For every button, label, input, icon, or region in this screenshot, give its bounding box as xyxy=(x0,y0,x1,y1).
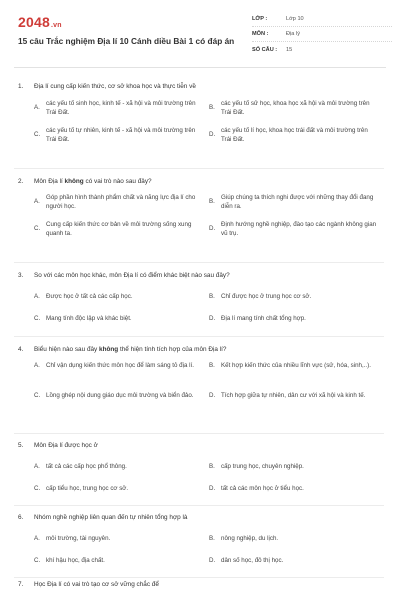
option-letter: A. xyxy=(34,293,40,300)
divider xyxy=(14,168,384,169)
option-a[interactable] xyxy=(34,194,204,211)
option-letter: A. xyxy=(34,463,40,470)
option-text: các yếu tố sử học, khoa học xã hội và môi trường trên Trái Đất. xyxy=(221,100,370,116)
option-letter: B. xyxy=(209,463,215,470)
page-header xyxy=(14,0,386,68)
page-title: 15 câu Trắc nghiệm Địa lí 10 Cánh diều Bài 1 có đáp án xyxy=(18,36,235,46)
option-c[interactable] xyxy=(34,485,204,494)
option-a[interactable] xyxy=(34,535,204,544)
option-text: Lồng ghép nội dung giáo dục môi trường và biển đảo. xyxy=(46,392,194,399)
option-d[interactable] xyxy=(209,315,379,324)
question-body xyxy=(34,345,226,354)
option-b[interactable] xyxy=(209,463,379,472)
question-body: Nhóm nghề nghiệp liên quan đến tự nhiên tổng hợp là xyxy=(34,514,188,521)
divider xyxy=(14,433,384,434)
meta-row-count xyxy=(252,42,392,57)
option-text: tất cả các môn học ở tiểu học. xyxy=(221,485,304,492)
question-body: Học Địa lí có vai trò tạo cơ sở vững chắc để xyxy=(34,581,159,588)
option-letter: A. xyxy=(34,535,40,542)
meta-table xyxy=(252,12,392,57)
option-letter: D. xyxy=(209,315,216,322)
option-letter: C. xyxy=(34,225,41,233)
option-d[interactable] xyxy=(209,221,379,238)
question-number: 3. xyxy=(18,272,24,279)
option-d[interactable] xyxy=(209,127,379,144)
option-letter: D. xyxy=(209,557,216,564)
option-a[interactable] xyxy=(34,100,204,117)
question-6 xyxy=(18,513,384,564)
question-text xyxy=(18,177,384,186)
option-text: dân số học, đô thị học. xyxy=(221,557,284,564)
logo-name: 2048 xyxy=(18,14,50,30)
option-text: nông nghiệp, du lịch. xyxy=(221,535,279,542)
option-letter: D. xyxy=(209,485,216,492)
option-b[interactable] xyxy=(209,293,379,302)
divider xyxy=(14,262,384,263)
option-c[interactable] xyxy=(34,392,204,401)
option-text: Chỉ được học ở trung học cơ sở. xyxy=(221,293,312,300)
option-text: các yếu tố lí học, khoa học trái đất và môi trường trên Trái Đất. xyxy=(221,127,368,143)
question-text-part: thể hiện tính tích hợp của môn Địa lí? xyxy=(118,346,227,353)
question-7 xyxy=(18,580,384,589)
option-letter: B. xyxy=(209,198,215,206)
meta-key: MÔN : xyxy=(252,31,269,37)
question-text-part: có vai trò nào sau đây? xyxy=(83,178,152,185)
divider xyxy=(14,577,384,578)
option-c[interactable] xyxy=(34,127,204,144)
question-2 xyxy=(18,177,384,237)
option-b[interactable] xyxy=(209,194,379,211)
option-text: Chỉ vận dụng kiến thức môn học để làm sáng tỏ địa lí. xyxy=(46,362,194,369)
option-text: các yếu tố tự nhiên, kinh tế - xã hội và môi trường trên Trái Đất. xyxy=(46,127,196,143)
option-d[interactable] xyxy=(209,485,379,494)
option-c[interactable] xyxy=(34,221,204,238)
logo-suffix: .vn xyxy=(50,22,62,29)
question-emphasis: không xyxy=(99,346,119,353)
question-text xyxy=(18,271,384,280)
option-letter: B. xyxy=(209,535,215,542)
option-text: Tích hợp giữa tự nhiên, dân cư với xã hội và kinh tế. xyxy=(221,392,366,399)
question-5 xyxy=(18,441,384,492)
option-a[interactable] xyxy=(34,293,204,302)
divider xyxy=(14,336,384,337)
option-letter: A. xyxy=(34,198,40,206)
meta-value: Địa lý xyxy=(286,31,300,37)
question-emphasis: không xyxy=(64,178,84,185)
option-c[interactable] xyxy=(34,315,204,324)
option-text: các yếu tố sinh học, kinh tế - xã hội và môi trường trên Trái Đất. xyxy=(46,100,196,116)
question-text-part: Môn Địa lí xyxy=(34,178,65,185)
option-text: Được học ở tất cả các cấp học. xyxy=(46,293,133,300)
question-1 xyxy=(18,82,384,143)
meta-value: 15 xyxy=(286,46,293,53)
option-d[interactable] xyxy=(209,392,379,401)
option-text: Góp phần hình thành phẩm chất và năng lực địa lí cho người học. xyxy=(46,194,196,210)
meta-key: LỚP : xyxy=(252,16,268,22)
option-text: tất cả các cấp học phổ thông. xyxy=(46,463,127,470)
question-text xyxy=(18,513,384,522)
option-d[interactable] xyxy=(209,557,379,566)
option-text: cấp trung học, chuyên nghiệp. xyxy=(221,463,304,470)
option-text: Cung cấp kiến thức cơ bản về môi trường sống xung quanh ta. xyxy=(46,221,192,237)
option-letter: D. xyxy=(209,131,216,139)
option-text: môi trường, tài nguyên. xyxy=(46,535,111,542)
question-body: Địa lí cung cấp kiến thức, cơ sở khoa học và thực tiễn về xyxy=(34,83,196,90)
option-text: Định hướng nghề nghiệp, đào tạo các ngành không gian vũ trụ. xyxy=(221,221,377,237)
question-body xyxy=(34,177,152,186)
question-text-part: Biểu hiện nào sau đây xyxy=(34,346,100,353)
meta-value: Lớp 10 xyxy=(286,16,304,22)
option-c[interactable] xyxy=(34,557,204,566)
option-letter: B. xyxy=(209,104,215,112)
meta-row-subject xyxy=(252,27,392,42)
question-body: Môn Địa lí được học ở xyxy=(34,442,98,449)
option-text: cấp tiểu học, trung học cơ sở. xyxy=(46,485,129,492)
option-letter: C. xyxy=(34,485,41,492)
meta-row-class xyxy=(252,12,392,27)
question-number: 1. xyxy=(18,83,24,90)
site-logo[interactable] xyxy=(18,14,62,30)
question-number: 6. xyxy=(18,514,24,521)
option-letter: B. xyxy=(209,362,215,369)
question-3 xyxy=(18,271,384,322)
option-a[interactable] xyxy=(34,463,204,472)
question-text xyxy=(18,345,384,354)
option-text: khí hậu học, địa chất. xyxy=(46,557,105,564)
option-letter: A. xyxy=(34,104,40,112)
question-number: 4. xyxy=(18,346,24,353)
option-letter: B. xyxy=(209,293,215,300)
option-text: Mang tính độc lập và khác biệt. xyxy=(46,315,132,322)
question-number: 5. xyxy=(18,442,24,449)
question-number: 7. xyxy=(18,581,24,588)
meta-key: SỐ CÂU : xyxy=(252,46,278,53)
option-text: Địa lí mang tính chất tổng hợp. xyxy=(221,315,306,322)
question-text xyxy=(18,441,384,450)
option-letter: D. xyxy=(209,392,216,399)
option-b[interactable] xyxy=(209,535,379,544)
question-number: 2. xyxy=(18,178,24,185)
option-b[interactable] xyxy=(209,362,379,371)
option-letter: A. xyxy=(34,362,40,369)
question-body: So với các môn học khác, môn Địa lí có điểm khác biệt nào sau đây? xyxy=(34,272,230,279)
option-letter: C. xyxy=(34,315,41,322)
option-letter: D. xyxy=(209,225,216,233)
question-4 xyxy=(18,345,384,399)
option-letter: C. xyxy=(34,557,41,564)
question-text xyxy=(18,82,384,91)
option-b[interactable] xyxy=(209,100,379,117)
option-text: Giúp chúng ta thích nghi được với những thay đổi đang diễn ra. xyxy=(221,194,374,210)
option-a[interactable] xyxy=(34,362,204,371)
option-text: Kết hợp kiến thức của nhiều lĩnh vực (sử, hóa, sinh,..). xyxy=(221,362,371,369)
option-letter: C. xyxy=(34,131,41,139)
question-text xyxy=(18,580,384,589)
divider xyxy=(14,505,384,506)
option-letter: C. xyxy=(34,392,41,399)
